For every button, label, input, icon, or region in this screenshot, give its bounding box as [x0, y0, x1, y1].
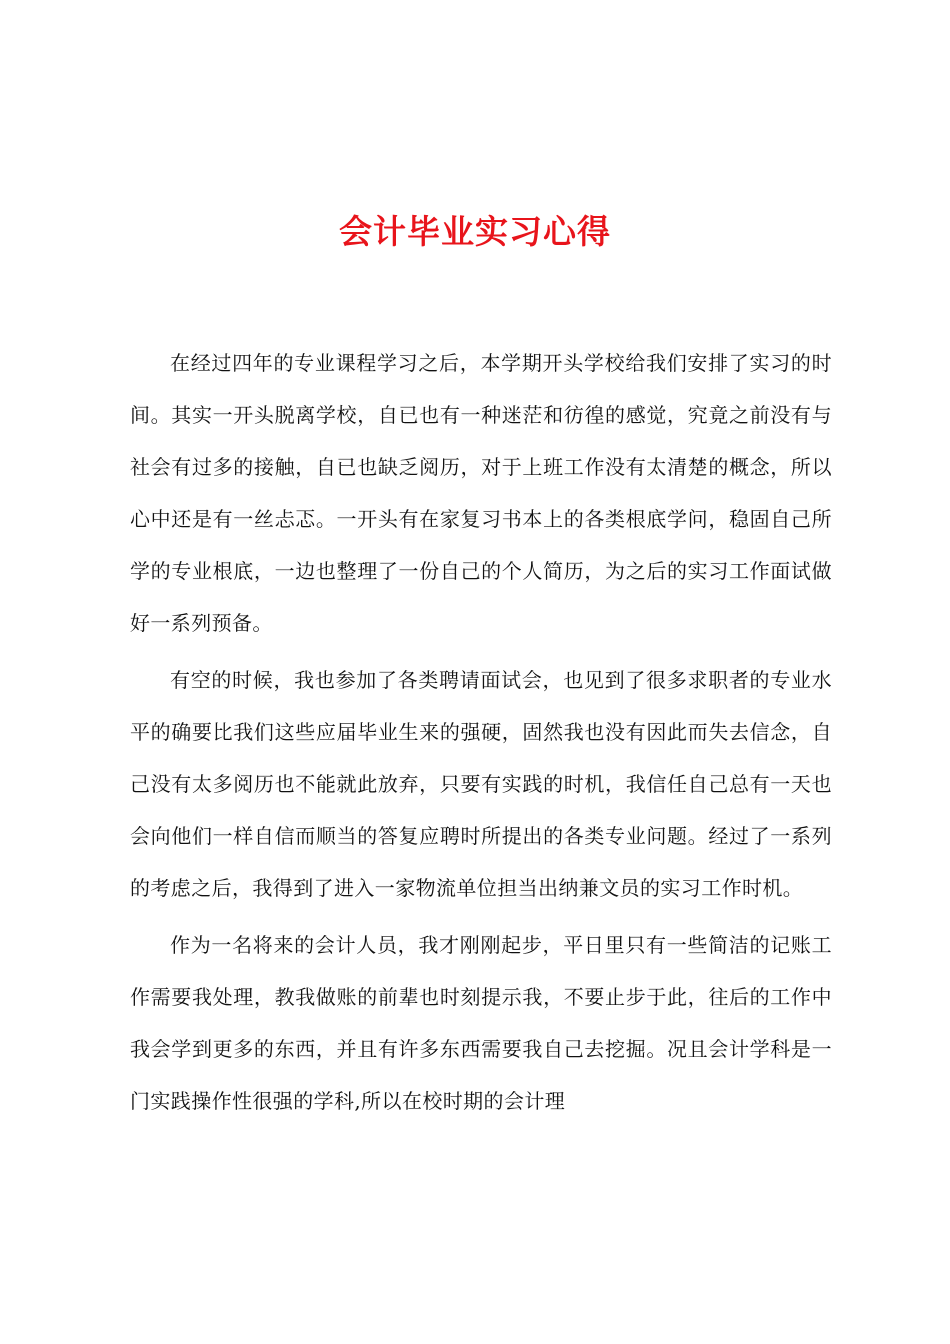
document-body: [130, 337, 832, 1132]
document-title: 会计毕业实习心得: [339, 212, 611, 251]
paragraph-3: 作为一名将来的会计人员，我才刚刚起步，平日里只有一些简洁的记账工作需要我处理，教我做账的前辈也时刻提示我，不要止步于此，往后的工作中我会学到更多的东西，并且有许多东西需要我自己去挖掘。况且会计学科是一门实践操作性很强的学科,所以在校时期的会计理: [130, 933, 832, 1113]
paragraph-1: 在经过四年的专业课程学习之后，本学期开头学校给我们安排了实习的时间。其实一开头脱离学校，自已也有一种迷茫和彷徨的感觉，究竟之前没有与社会有过多的接触，自已也缺乏阅历，对于上班工作没有太清楚的概念，所以心中还是有一丝忐忑。一开头有在家复习书本上的各类根底学问，稳固自己所学的专业根底，一边也整理了一份自己的个人简历，为之后的实习工作面试做好一系列预备。: [130, 351, 832, 635]
paragraph-2: 有空的时候，我也参加了各类聘请面试会，也见到了很多求职者的专业水平的确要比我们这些应届毕业生来的强硬，固然我也没有因此而失去信念，自己没有太多阅历也不能就此放弃，只要有实践的时机，我信任自己总有一天也会向他们一样自信而顺当的答复应聘时所提出的各类专业问题。经过了一系列的考虑之后，我得到了进入一家物流单位担当出纳兼文员的实习工作时机。: [130, 668, 832, 900]
